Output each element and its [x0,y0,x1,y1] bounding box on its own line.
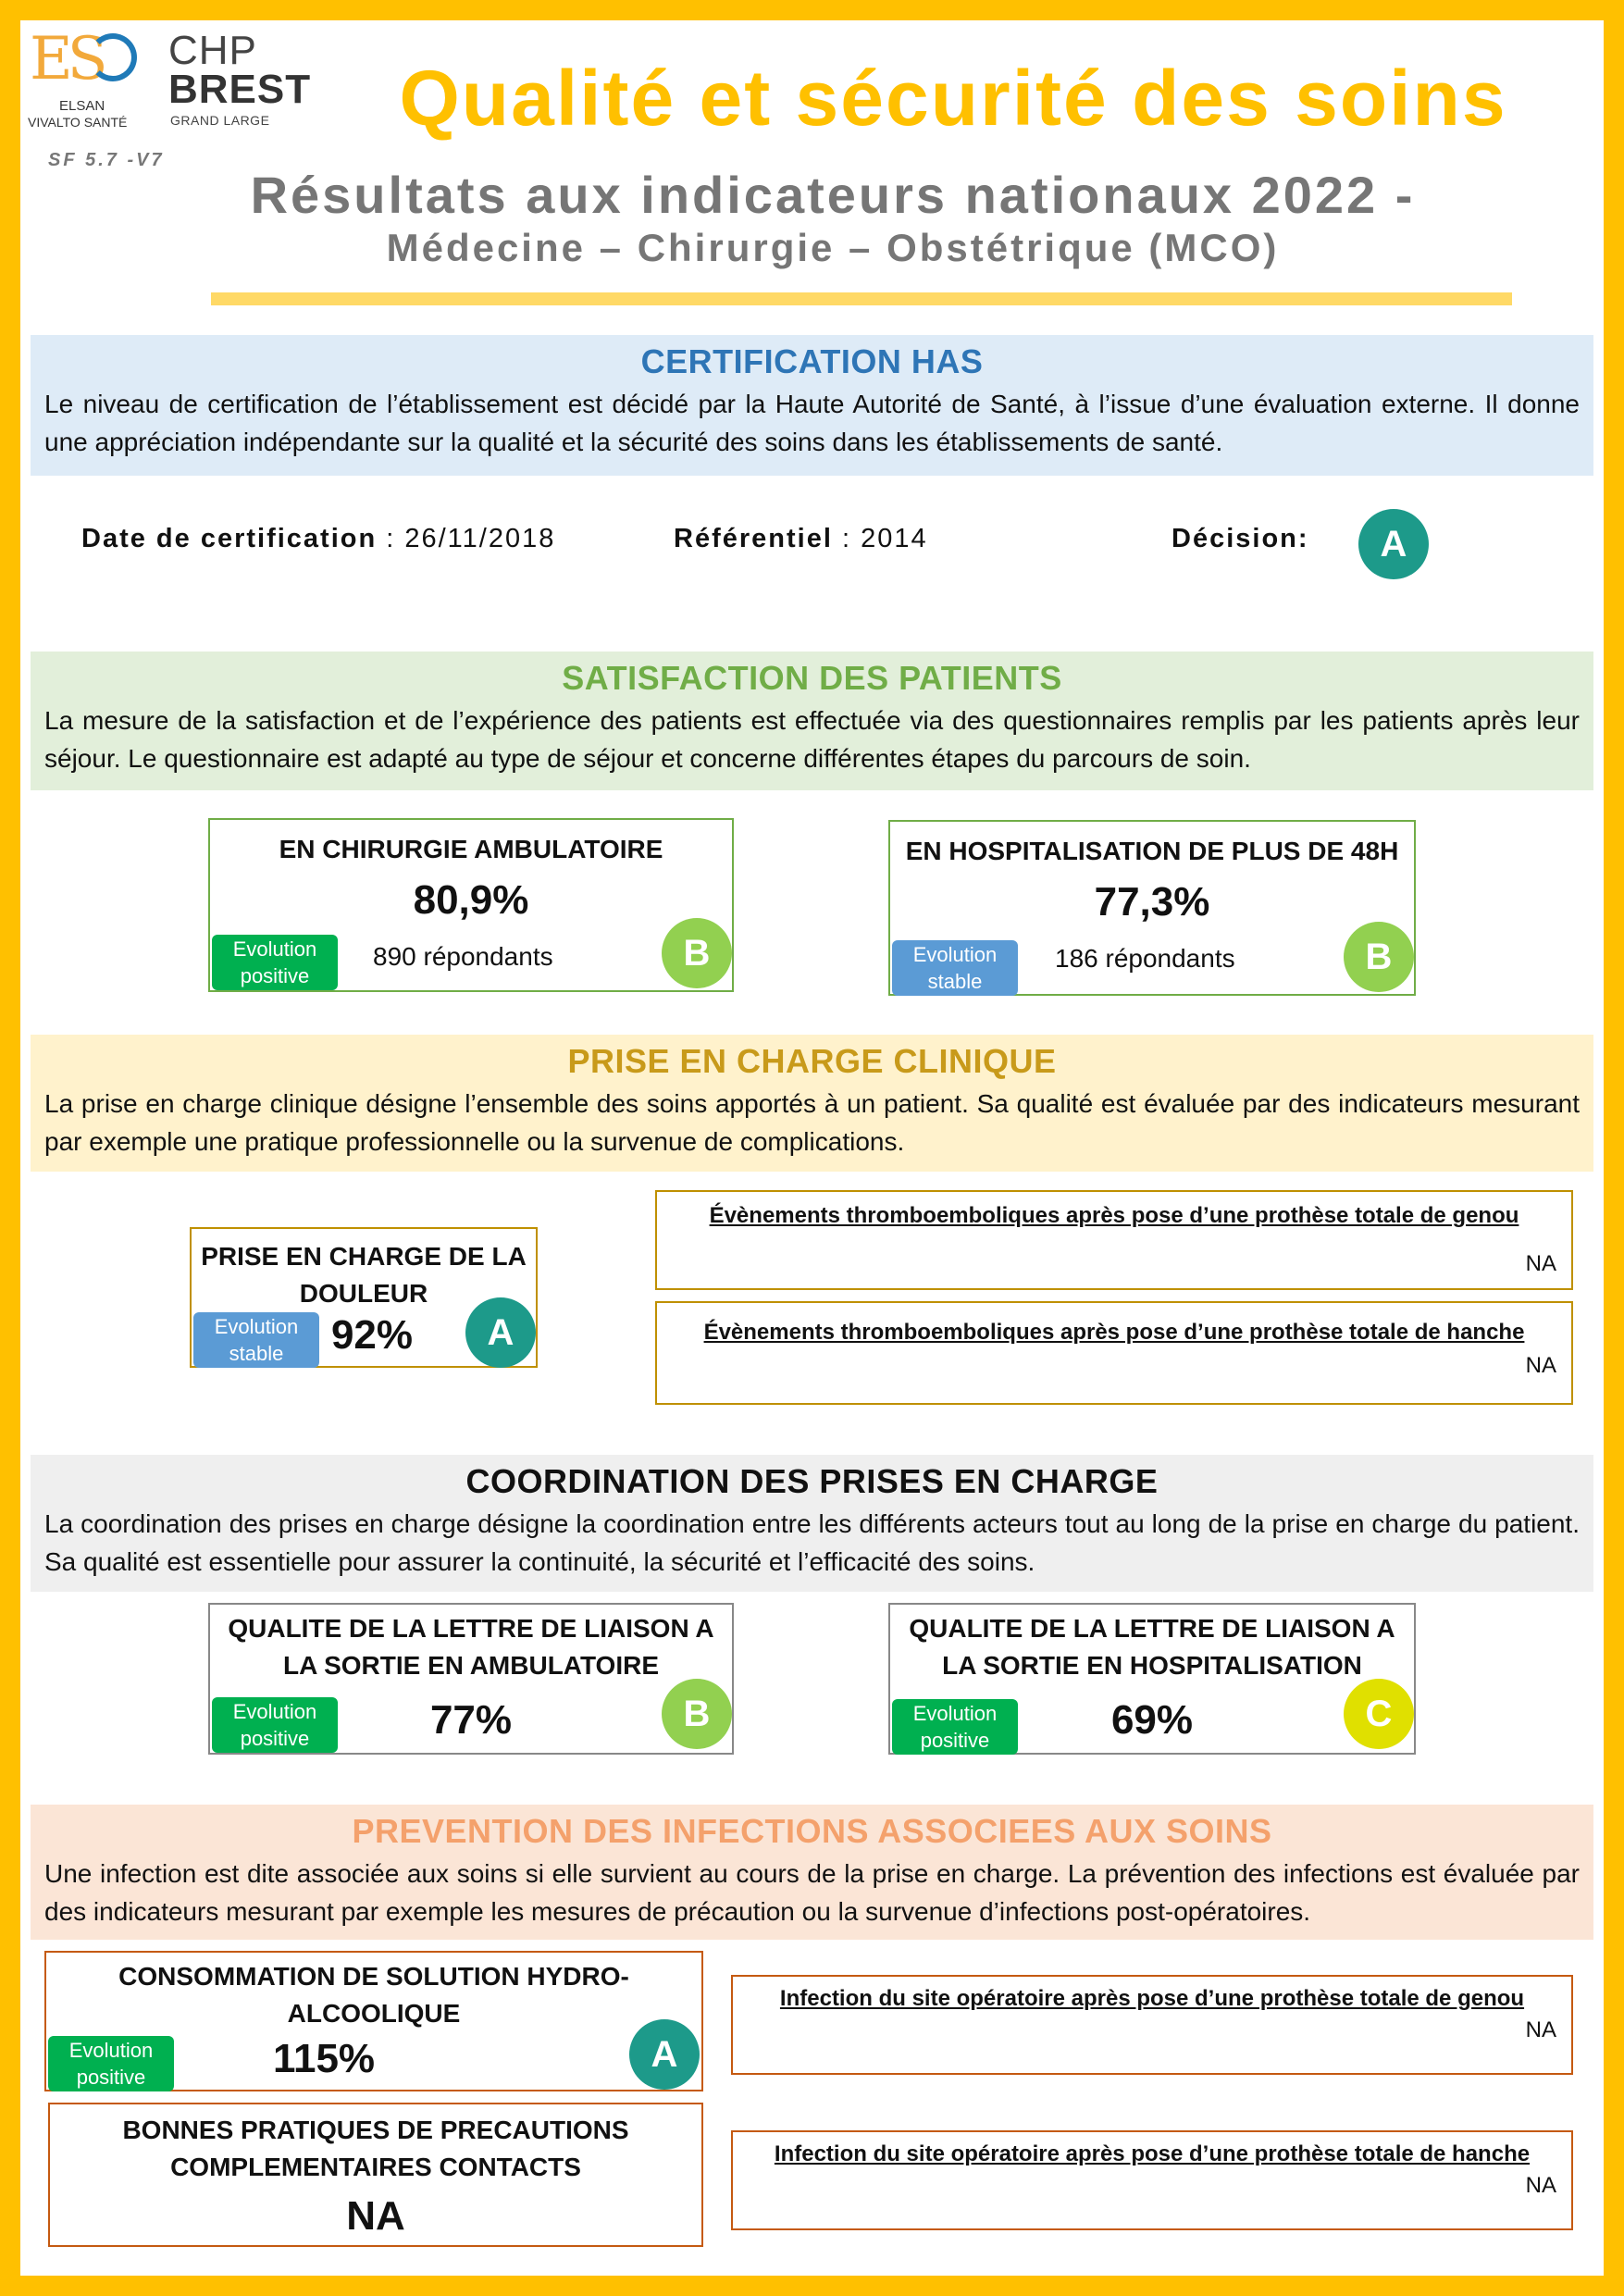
satisfaction-text: La mesure de la satisfaction et de l’expérience des patients est effectuée via des questionnaires remplis par les patients après leur séjour. Le questionnaire est adapté au type de séjour et concerne différentes étapes du parcours de soin. [44,706,1580,773]
certification-text: Le niveau de certification de l’établissement est décidé par la Haute Autorité de Santé, à l’issue d’une évaluation externe. Il donne une appréciation indépendante sur la qualité et la sécurité des soins dans les établissements de santé. [44,390,1580,456]
chp-logo-line1: CHP [168,28,257,73]
card-value: 77,3% [1094,879,1210,925]
evolution-status: positive [240,1727,310,1750]
clinique-section [31,1035,1593,1172]
satisfaction-section [31,652,1593,790]
certification-date [81,524,555,554]
card-title: EN CHIRURGIE AMBULATOIRE [279,835,663,863]
card-title-line2: DOULEUR [299,1279,428,1308]
elsan-logo-swirl [89,33,137,81]
page-title: Qualité et sécurité des soins [399,55,1507,142]
card-title-line2: LA SORTIE EN HOSPITALISATION [942,1651,1362,1680]
evolution-badge [212,935,338,990]
clinique-hanche-card [655,1301,1573,1405]
indicator-value: NA [1525,2017,1556,2042]
certification-decision-label: Décision: [1172,524,1309,553]
evolution-label: Evolution [68,2039,154,2062]
evolution-label: Evolution [912,1702,998,1725]
card-title-line1: BONNES PRATIQUES DE PRECAUTIONS [122,2116,629,2144]
indicator-title: Infection du site opératoire après pose d’une prothèse totale de hanche [774,2141,1531,2166]
grade-badge: B [1344,922,1414,992]
infection-hanche-card [731,2130,1573,2230]
card-title-line1: QUALITE DE LA LETTRE DE LIAISON A [228,1614,714,1643]
indicator-title: Infection du site opératoire après pose d’une prothèse totale de genou [779,1986,1525,2011]
elsan-logo-text: ELSAN [59,98,105,114]
evolution-badge [193,1312,319,1368]
card-title-line1: CONSOMMATION DE SOLUTION HYDRO- [118,1962,629,1991]
coordination-heading: COORDINATION DES PRISES EN CHARGE [465,1462,1159,1500]
grade-badge: A [629,2019,700,2090]
satisfaction-hospitalisation-card [888,820,1416,996]
evolution-label: Evolution [232,1700,317,1723]
coordination-text: La coordination des prises en charge désigne la coordination entre les différents acteurs tout au long de la prise en charge du patient. Sa qualité est essentielle pour assurer la continuité, la sécurité et l’efficacité des soins. [44,1509,1580,1576]
indicator-title: Évènements thromboemboliques après pose d’une prothèse totale de genou [709,1203,1519,1228]
evolution-badge [892,940,1018,996]
evolution-label: Evolution [232,937,317,961]
evolution-status: positive [240,964,310,987]
evolution-label: Evolution [912,943,998,966]
clinique-text: La prise en charge clinique désigne l’ensemble des soins apportés à un patient. Sa qualité est évaluée par des indicateurs mesurant par exemple une pratique professionnelle ou la survenue de complications. [44,1089,1580,1156]
card-title-line1: PRISE EN CHARGE DE LA [201,1242,527,1271]
evolution-badge [48,2036,174,2091]
lettre-liaison-ambulatoire-card [208,1603,734,1755]
grade-badge: B [662,1679,732,1749]
grade-badge: B [662,918,732,988]
infections-heading: PREVENTION DES INFECTIONS ASSOCIEES AUX SOINS [352,1812,1272,1850]
elsan-logo [28,25,148,130]
page-subtitle: Résultats aux indicateurs nationaux 2022 - [250,166,1416,224]
respondents-count: 890 répondants [373,942,553,971]
satisfaction-ambulatoire-card [208,818,734,992]
evolution-status: positive [76,2066,146,2089]
evolution-status: positive [920,1729,990,1752]
certification-date-label: Date de certification [81,524,378,553]
page-subtitle-mco: Médecine – Chirurgie – Obstétrique (MCO) [386,226,1280,269]
card-value: 80,9% [413,877,529,923]
satisfaction-heading: SATISFACTION DES PATIENTS [562,659,1062,697]
certification-referentiel [674,524,928,554]
lettre-liaison-hospitalisation-card [888,1603,1416,1755]
card-title-line2: LA SORTIE EN AMBULATOIRE [283,1651,659,1680]
card-title-line2: COMPLEMENTAIRES CONTACTS [170,2153,581,2181]
certification-ref-value: : 2014 [841,524,928,553]
indicator-title: Évènements thromboemboliques après pose d’une prothèse totale de hanche [703,1320,1525,1345]
chp-logo-line3: GRAND LARGE [170,113,270,128]
card-value: 77% [429,1697,513,1743]
indicator-value: NA [1525,2173,1556,2198]
certification-section [31,335,1593,476]
card-title: EN HOSPITALISATION DE PLUS DE 48H [905,837,1399,865]
elsan-logo-mark: ES [30,25,103,93]
clinique-heading: PRISE EN CHARGE CLINIQUE [567,1042,1057,1080]
document-version: SF 5.7 -V7 [48,150,165,170]
chp-brest-logo [165,28,312,130]
evolution-status: stable [229,1342,284,1365]
card-title-line2: ALCOOLIQUE [287,1999,461,2028]
infections-section [31,1805,1593,1940]
certification-heading: CERTIFICATION HAS [640,342,984,380]
evolution-label: Evolution [214,1315,299,1338]
certification-decision [1172,524,1309,554]
grade-badge: C [1344,1679,1414,1749]
infections-text: Une infection est dite associée aux soins si elle survient au cours de la prise en charge. La prévention des infections est évaluée par des indicateurs mesurant par exemple les mesures de précaution ou la survenue d’infections post-opératoires. [44,1859,1580,1926]
clinique-genou-card [655,1190,1573,1290]
indicator-value: NA [1525,1251,1556,1276]
certification-ref-label: Référentiel [674,524,833,553]
card-value: 69% [1110,1697,1194,1743]
coordination-section [31,1455,1593,1592]
sha-card [44,1951,703,2091]
card-title-line1: QUALITE DE LA LETTRE DE LIAISON A [909,1614,1395,1643]
card-value: 92% [330,1312,414,1358]
grade-badge: A [465,1297,536,1368]
chp-logo-line2: BREST [168,67,312,112]
title-underline [211,292,1512,305]
card-value: NA [346,2193,405,2239]
respondents-count: 186 répondants [1055,944,1235,973]
indicator-value: NA [1525,1353,1556,1378]
certification-grade-badge: A [1358,509,1429,579]
bppc-card [48,2103,703,2247]
certification-date-value: : 26/11/2018 [386,524,556,553]
evolution-status: stable [927,970,983,993]
infection-genou-card [731,1975,1573,2075]
douleur-card [190,1227,538,1368]
elsan-logo-subtext: VIVALTO SANTÉ [28,115,128,130]
card-value: 115% [272,2036,376,2081]
